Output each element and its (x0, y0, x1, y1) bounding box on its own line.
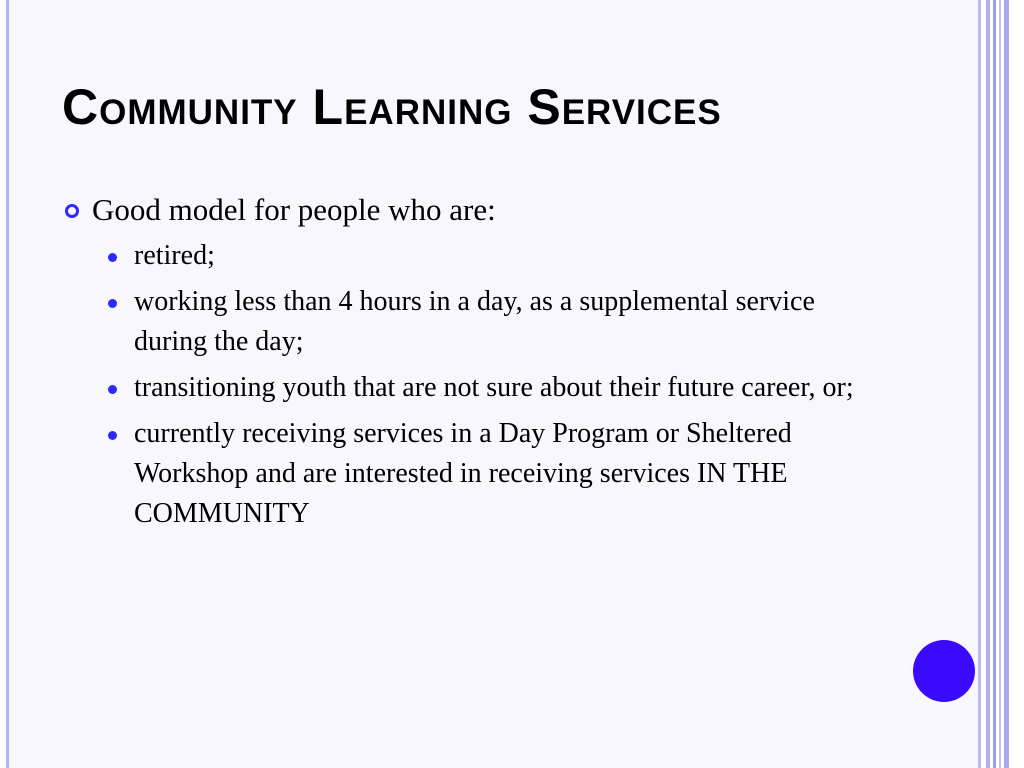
dot-bullet-icon (108, 385, 117, 394)
sub-bullet-item (62, 236, 892, 276)
dot-bullet-icon (108, 299, 117, 308)
sub-bullet-item (62, 414, 892, 534)
sub-bullet-item (62, 368, 892, 408)
sub-bullet-text: retired; (134, 240, 215, 271)
main-bullet (62, 188, 892, 232)
dot-bullet-icon (108, 431, 117, 440)
slide-body (62, 188, 892, 540)
main-bullet-text: Good model for people who are: (92, 192, 496, 227)
purple-circle-icon (913, 640, 975, 702)
sub-bullet-item (62, 282, 892, 362)
sub-bullet-text: currently receiving services in a Day Program or Sheltered Workshop and are interested in receiving services IN THE COMMUNITY (134, 418, 792, 529)
ring-bullet-icon (65, 204, 79, 218)
dot-bullet-icon (108, 253, 117, 262)
sub-bullet-list (62, 236, 892, 534)
right-border-stripe (1009, 0, 1024, 768)
sub-bullet-text: transitioning youth that are not sure about their future career, or; (134, 372, 854, 403)
slide-title: Community Learning Services (62, 79, 722, 135)
sub-bullet-text: working less than 4 hours in a day, as a supplemental service during the day; (134, 286, 815, 357)
